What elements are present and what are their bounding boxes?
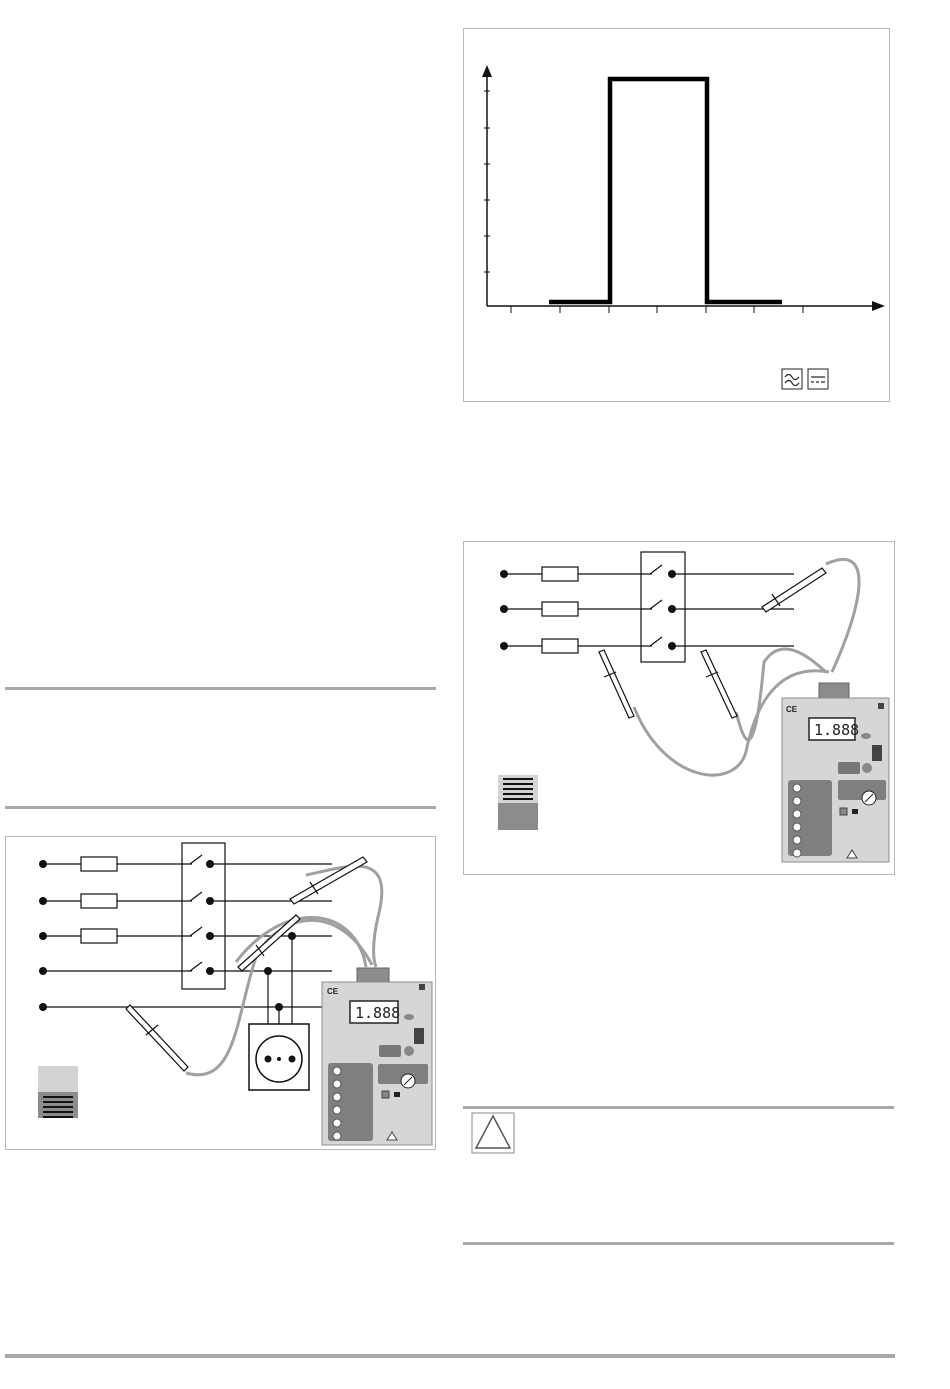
terminal-dots bbox=[500, 570, 676, 650]
svg-text:CE: CE bbox=[327, 987, 339, 996]
pulse-trace bbox=[549, 79, 782, 302]
warning-top-rule bbox=[463, 1106, 894, 1109]
y-axis-arrow-icon bbox=[482, 65, 492, 77]
svg-text:1.888: 1.888 bbox=[355, 1004, 401, 1022]
fuse-icon bbox=[81, 857, 117, 943]
svg-text:1.888: 1.888 bbox=[814, 721, 860, 739]
footer-rule bbox=[5, 1354, 895, 1358]
x-ticks bbox=[511, 306, 803, 313]
fuse-icon bbox=[542, 567, 578, 653]
ac-waveform-icon bbox=[782, 369, 802, 389]
svg-text:CE: CE bbox=[786, 705, 798, 714]
switch-box bbox=[182, 843, 225, 989]
level-indicator bbox=[38, 1066, 78, 1118]
probe-icon bbox=[599, 568, 826, 718]
left-bottom-rule bbox=[5, 806, 436, 809]
five-line-circuit bbox=[6, 837, 435, 1149]
tester-device bbox=[322, 968, 432, 1145]
three-line-circuit bbox=[464, 542, 894, 874]
x-axis-arrow-icon bbox=[872, 301, 885, 311]
five-line-circuit-figure bbox=[5, 836, 436, 1150]
schuko-socket-icon bbox=[249, 1024, 309, 1090]
warning-bottom-rule bbox=[463, 1242, 894, 1245]
left-top-rule bbox=[5, 687, 436, 690]
switch-icon bbox=[650, 565, 662, 646]
pulse-graph bbox=[464, 29, 889, 401]
level-indicator bbox=[498, 775, 538, 830]
tester-device bbox=[782, 683, 889, 862]
dc-waveform-icon bbox=[808, 369, 828, 389]
pulse-graph-figure bbox=[463, 28, 890, 402]
switch-icon bbox=[190, 855, 202, 971]
three-line-circuit-figure bbox=[463, 541, 895, 875]
